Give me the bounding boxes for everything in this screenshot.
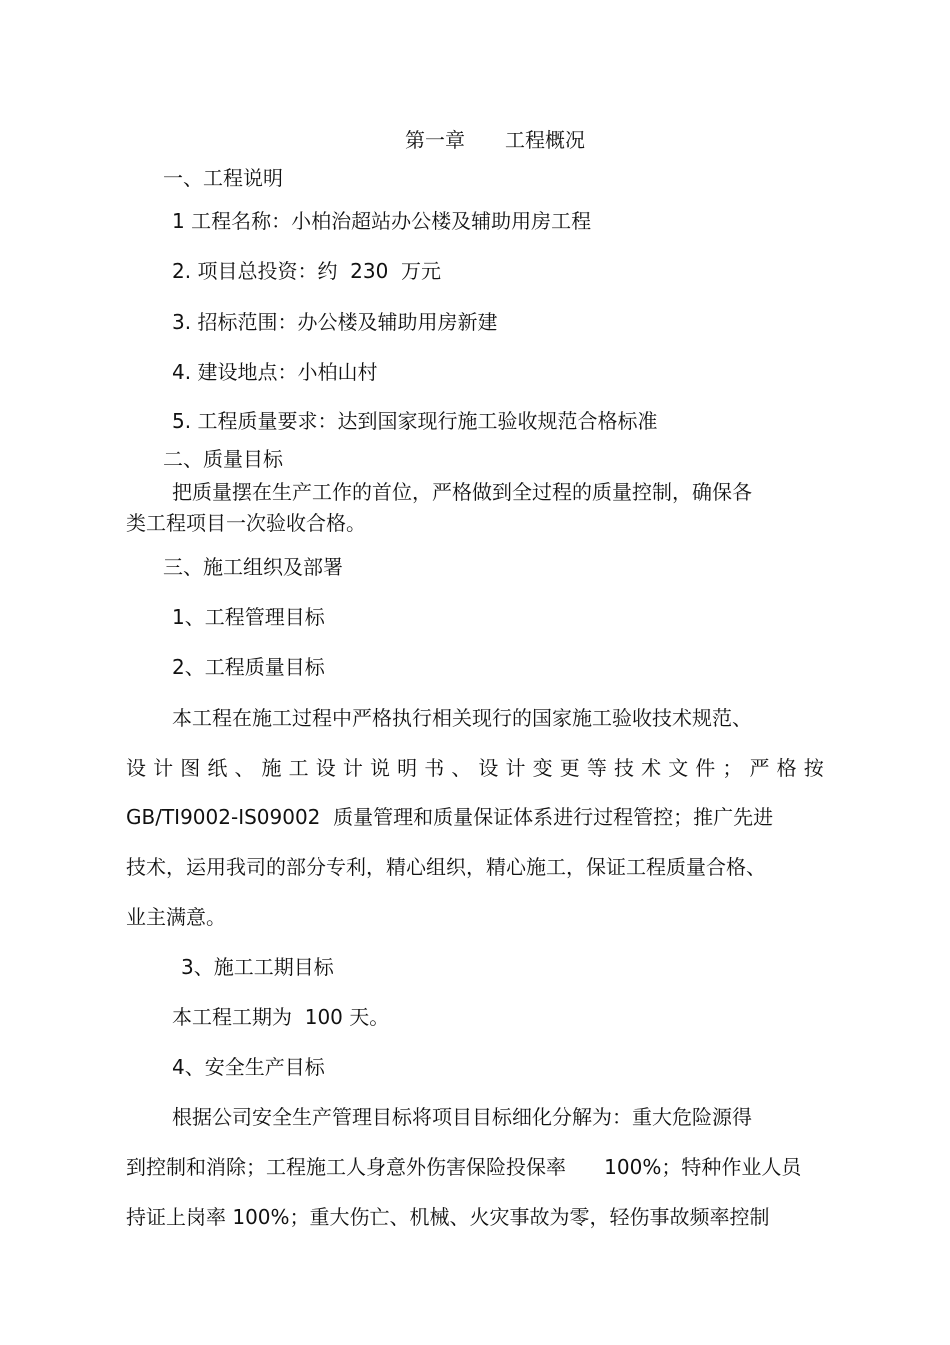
justified-char: 说: [369, 756, 390, 780]
subheading-schedule-target: 3、施工工期目标: [181, 955, 334, 979]
quality-target-line: 技术，运用我司的部分专利，精心组织，精心施工，保证工程质量合格、: [126, 855, 766, 879]
quality-paragraph-line: 把质量摆在生产工作的首位，严格做到全过程的质量控制，确保各: [172, 480, 752, 504]
quality-target-line-justified: [126, 756, 824, 780]
justified-char: 书: [424, 756, 445, 780]
justified-char: 、: [234, 756, 255, 780]
justified-char: 变: [532, 756, 553, 780]
justified-char: 术: [641, 756, 662, 780]
justified-char: 工: [288, 756, 309, 780]
quality-target-line: 本工程在施工过程中严格执行相关现行的国家施工验收技术规范、: [172, 706, 752, 730]
safety-target-line: 持证上岗率 100%；重大伤亡、机械、火灾事故为零，轻伤事故频率控制: [126, 1205, 770, 1229]
justified-char: 设: [126, 756, 146, 780]
quality-paragraph-line: 类工程项目一次验收合格。: [126, 511, 366, 535]
quality-target-line: GB/TI9002-IS09002 质量管理和质量保证体系进行过程管控；推广先进: [126, 805, 774, 829]
justified-char: 技: [613, 756, 634, 780]
subheading-safety-target: 4、安全生产目标: [172, 1055, 325, 1079]
chapter-title: 第一章 工程概况: [405, 128, 585, 152]
subheading-management-target: 1、工程管理目标: [172, 605, 325, 629]
justified-char: 图: [180, 756, 201, 780]
justified-char: ；: [722, 756, 743, 780]
justified-char: 件: [695, 756, 716, 780]
schedule-line: 本工程工期为 100 天。: [172, 1005, 390, 1029]
justified-char: 格: [776, 756, 797, 780]
justified-char: 设: [478, 756, 499, 780]
justified-char: 纸: [207, 756, 228, 780]
justified-char: 计: [505, 756, 526, 780]
quality-requirement-item: 5. 工程质量要求：达到国家现行施工验收规范合格标准: [172, 409, 658, 433]
subheading-quality-target: 2、工程质量目标: [172, 655, 325, 679]
justified-char: 严: [749, 756, 770, 780]
justified-char: 明: [397, 756, 418, 780]
justified-char: 按: [803, 756, 824, 780]
justified-char: 计: [153, 756, 174, 780]
location-item: 4. 建设地点：小柏山村: [172, 360, 378, 384]
bid-scope-item: 3. 招标范围：办公楼及辅助用房新建: [172, 310, 498, 334]
justified-char: 、: [451, 756, 472, 780]
section-heading-organization: 三、施工组织及部署: [163, 555, 343, 579]
justified-char: 文: [668, 756, 689, 780]
project-name-item: 1 工程名称：小柏治超站办公楼及辅助用房工程: [172, 209, 592, 233]
justified-char: 设: [315, 756, 336, 780]
justified-char: 施: [261, 756, 282, 780]
justified-char: 更: [559, 756, 580, 780]
section-heading-project-description: 一、工程说明: [163, 166, 283, 190]
safety-target-line: 到控制和消除；工程施工人身意外伤害保险投保率 100%；特种作业人员: [126, 1155, 802, 1179]
section-heading-quality-target: 二、质量目标: [163, 447, 283, 471]
justified-char: 计: [342, 756, 363, 780]
investment-item: 2. 项目总投资：约 230 万元: [172, 259, 442, 283]
safety-target-line: 根据公司安全生产管理目标将项目目标细化分解为：重大危险源得: [172, 1105, 752, 1129]
justified-char: 等: [586, 756, 607, 780]
quality-target-line: 业主满意。: [126, 905, 226, 929]
